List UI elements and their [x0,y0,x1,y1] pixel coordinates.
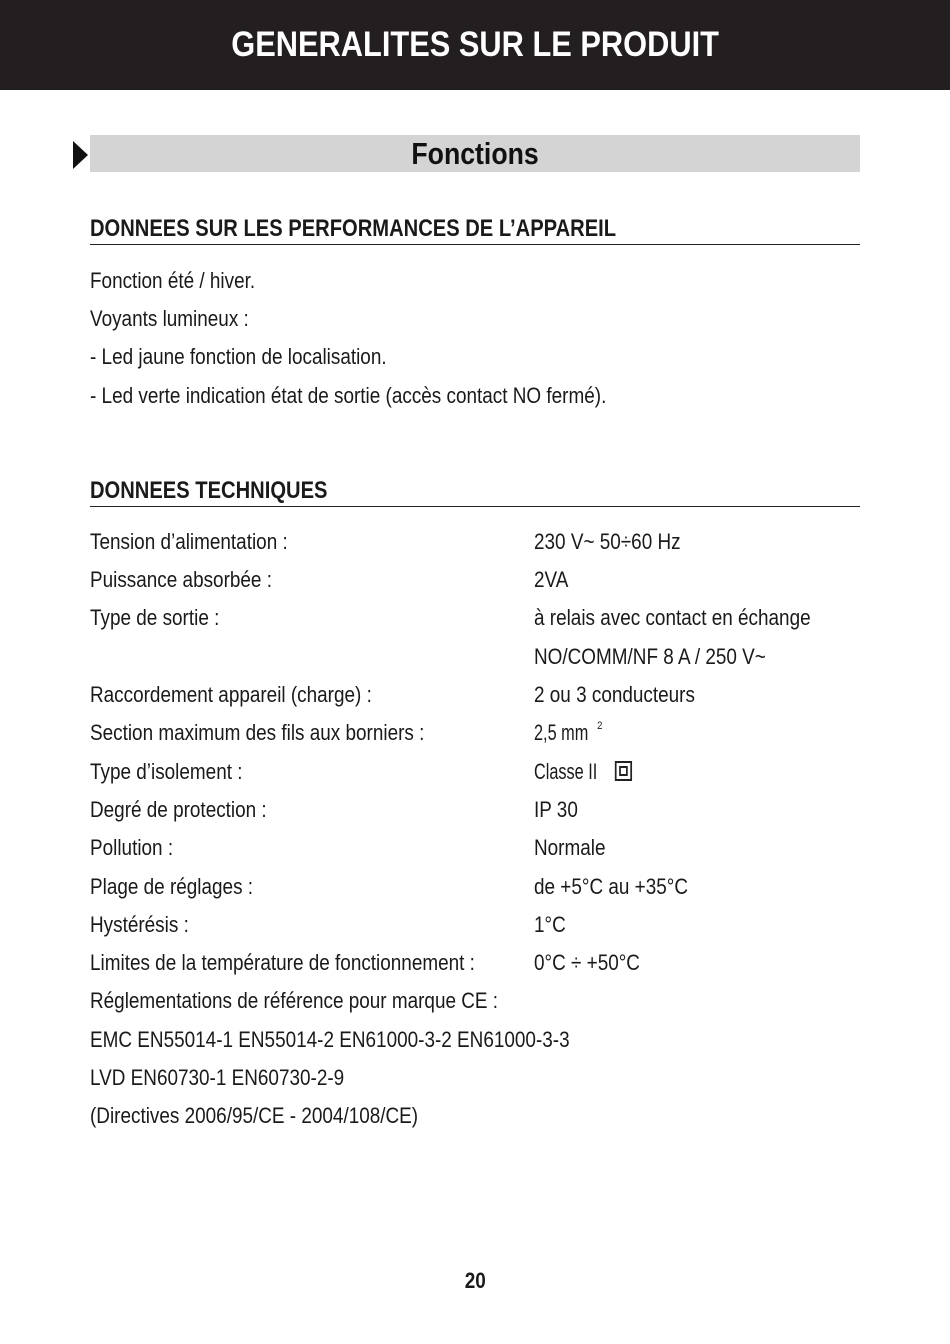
spec-row [90,873,860,901]
standards-line: (Directives 2006/95/CE - 2004/108/CE) [90,1103,419,1128]
standards-line: EMC EN55014-1 EN55014-2 EN61000-3-2 EN61000-3-3 [90,1027,570,1052]
spec-value: 0°C ÷ +50°C [534,950,640,975]
performance-line: - Led verte indication état de sortie (accès contact NO fermé). [90,383,607,408]
spec-label: Plage de réglages : [90,874,254,899]
spec-label: Tension d’alimentation : [90,529,288,554]
spec-label: Raccordement appareil (charge) : [90,682,372,707]
spec-label: Hystérésis : [90,912,189,937]
spec-value: de +5°C au +35°C [534,874,688,899]
technical-heading-text: DONNEES TECHNIQUES [90,477,328,504]
page-header [0,0,950,90]
double-insulation-icon [614,761,631,781]
spec-value: 2,5 mm $^2$ [534,720,603,745]
section-title: Fonctions [411,135,539,171]
spec-row [90,681,860,709]
spec-row [90,719,860,747]
performance-line: Fonction été / hiver. [90,268,256,293]
performance-line: Voyants lumineux : [90,306,249,331]
spec-value: à relais avec contact en échange [534,605,811,630]
spec-row [90,911,860,939]
spec-value: NO/COMM/NF 8 A / 250 V~ [534,644,766,669]
spec-label: Limites de la température de fonctionnement : [90,950,475,975]
performance-heading-text: DONNEES SUR LES PERFORMANCES DE L’APPAREIL [90,215,617,242]
section-band [90,135,860,172]
spec-row [90,643,860,671]
spec-label: Section maximum des fils aux borniers : [90,720,425,745]
spec-row [90,758,860,786]
spec-row [90,834,860,862]
spec-value: 2 ou 3 conducteurs [534,682,695,707]
spec-label: Puissance absorbée : [90,567,272,592]
superscript-2: 2 [597,720,603,732]
spec-label: Degré de protection : [90,797,267,822]
spec-row [90,604,860,632]
page-number: 20 [464,1268,486,1293]
header-title: GENERALITES SUR LE PRODUIT [231,25,719,64]
spec-row [90,566,860,594]
spec-value: IP 30 [534,797,578,822]
spec-row [90,796,860,824]
standards-line: Réglementations de référence pour marque CE : [90,988,499,1013]
performance-heading [90,214,860,245]
spec-value: 2VA [534,567,569,592]
spec-value: 1°C [534,912,566,937]
standards-line: LVD EN60730-1 EN60730-2-9 [90,1065,345,1090]
spec-row [90,949,860,977]
section-arrow-icon [73,141,88,169]
technical-heading [90,476,860,507]
performance-line: - Led jaune fonction de localisation. [90,344,387,369]
spec-row [90,528,860,556]
spec-value: 230 V~ 50÷60 Hz [534,529,681,554]
spec-value: Classe II [534,758,648,786]
spec-value: Normale [534,835,606,860]
spec-label: Pollution : [90,835,174,860]
spec-label: Type de sortie : [90,605,220,630]
spec-label: Type d’isolement : [90,759,243,784]
